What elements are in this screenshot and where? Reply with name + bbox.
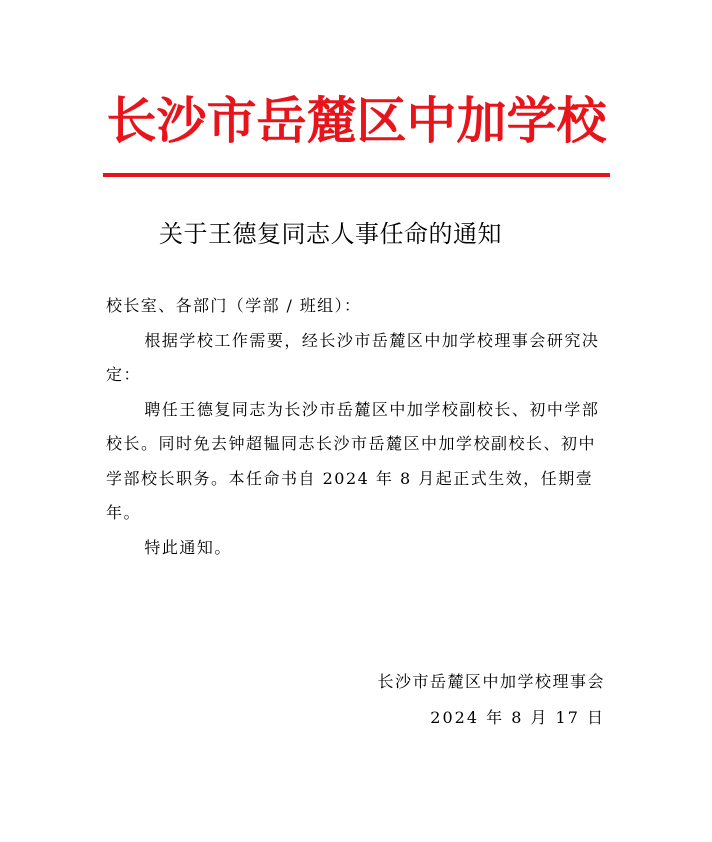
masthead-school-name: 长沙市岳麓区中加学校 xyxy=(106,91,607,150)
body-paragraph-3: 特此通知。 xyxy=(144,537,232,557)
recipient-line: 校长室、各部门（学部 / 班组）： xyxy=(106,296,362,315)
signature-block xyxy=(377,664,605,736)
issue-date: 2024 年 8 月 17 日 xyxy=(430,708,605,727)
document-body xyxy=(106,289,608,565)
issuer-name: 长沙市岳麓区中加学校理事会 xyxy=(377,672,605,691)
red-header-rule xyxy=(103,173,610,177)
body-paragraph-2: 聘任王德复同志为长沙市岳麓区中加学校副校长、初中学部校长。同时免去钟超韫同志长沙市岳麓区中加学校副校长、初中学部校长职务。本任命书自 2024 年 8 月起正式生效，任期壹年。 xyxy=(106,399,600,522)
document-title: 关于王德复同志人事任命的通知 xyxy=(159,220,502,248)
body-paragraph-1: 根据学校工作需要，经长沙市岳麓区中加学校理事会研究决定： xyxy=(106,330,600,384)
